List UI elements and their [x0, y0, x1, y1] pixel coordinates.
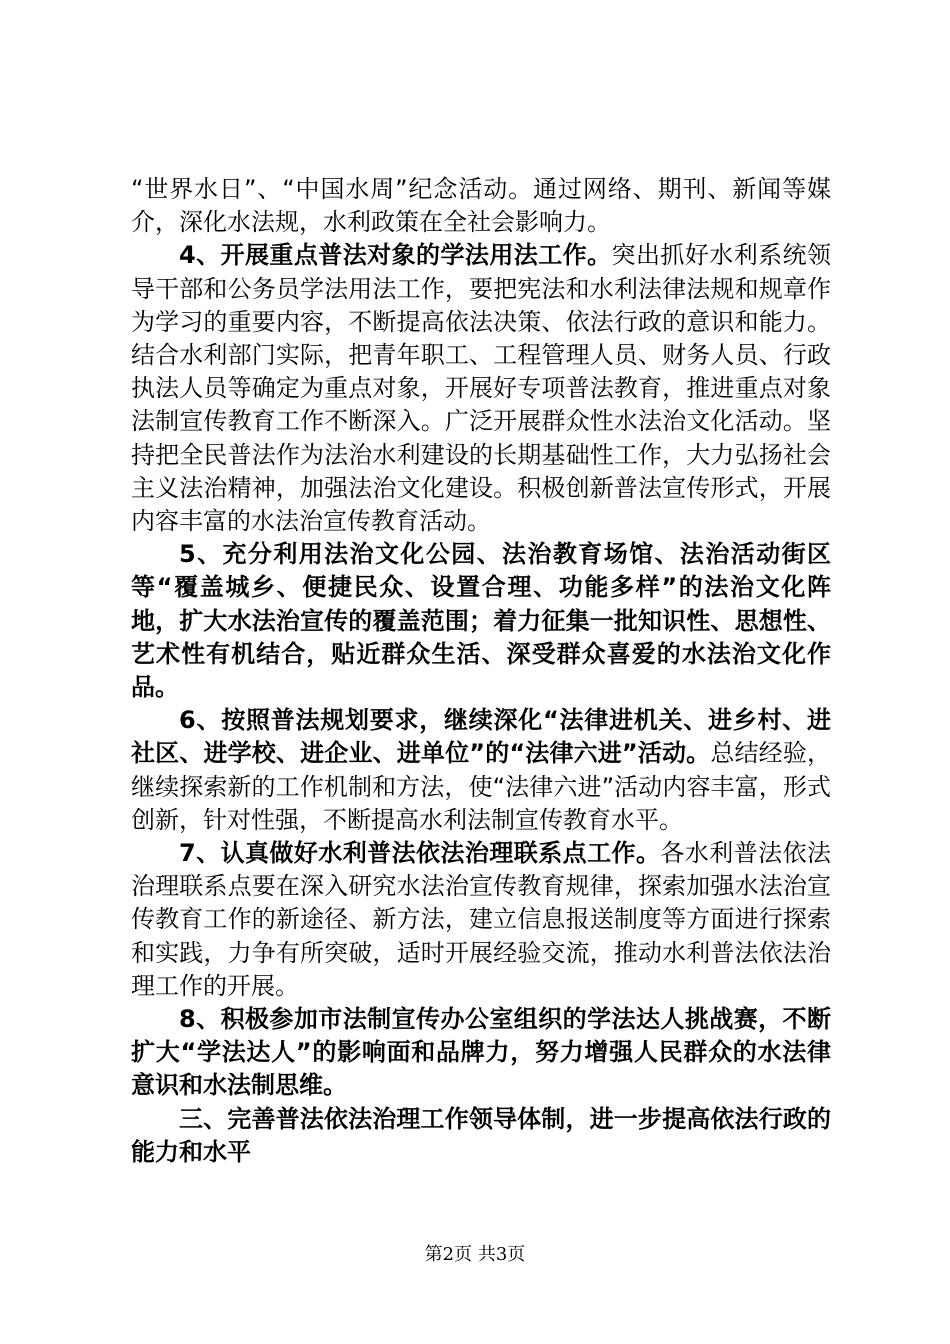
paragraph-intro: [131, 173, 831, 239]
paragraph-text: 各水利普法依法治理联系点要在深入研究水法治宣传教育规律，探索加强水法治宣传教育工作的新途径、新方法，建立信息报送制度等方面进行探索和实践，力争有所突破，适时开展经验交流，推动水利普法依法治理工作的开展。: [131, 839, 831, 1000]
paragraph-lead: 6、按照普法规划要求，继续深化“法律进机关、进乡村、进社区、进学校、进企业、进单位”的“法律六进”活动。: [131, 706, 831, 768]
paragraph-text: “世界水日”、“中国水周”纪念活动。通过网络、期刊、新闻等媒介，深化水法规，水利政策在全社会影响力。: [131, 175, 831, 237]
paragraph-text: 突出抓好水利系统领导干部和公务员学法用法工作，要把宪法和水利法律法规和规章作为学习的重要内容，不断提高依法决策、依法行政的意识和能力。结合水利部门实际，把青年职工、工程管理人员、财务人员、行政执法人员等确定为重点对象，开展好专项普法教育，推进重点对象法制宣传教育工作不断深入。广泛开展群众性水法治文化活动。坚持把全民普法作为法治水利建设的长期基础性工作，大力弘扬社会主义法治精神，加强法治文化建设。积极创新普法宣传形式，开展内容丰富的水法治宣传教育活动。: [131, 241, 832, 536]
page-number-footer: 第2页 共3页: [424, 1244, 526, 1265]
paragraph-lead: 7、认真做好水利普法依法治理联系点工作。: [179, 839, 661, 868]
paragraph-lead: 4、开展重点普法对象的学法用法工作。: [179, 241, 612, 270]
paragraph-text: 5、充分利用法治文化公园、法治教育场馆、法治活动街区等“覆盖城乡、便捷民众、设置合理、功能多样”的法治文化阵地，扩大水法治宣传的覆盖范围；着力征集一批知识性、思想性、艺术性有机结合，贴近群众生活、深受群众喜爱的水法治文化作品。: [131, 540, 831, 702]
paragraph-item-4: [131, 239, 831, 538]
section-heading-3: [131, 1103, 831, 1169]
document-body: [131, 173, 831, 1169]
paragraph-item-5: [131, 538, 831, 704]
paragraph-text: 总结经验，继续探索新的工作机制和方法，使“法律六进”活动内容丰富，形式创新，针对性强，不断提高水利法制宣传教育水平。: [131, 739, 832, 834]
paragraph-item-7: [131, 837, 831, 1003]
paragraph-text: 三、完善普法依法治理工作领导体制，进一步提高依法行政的能力和水平: [131, 1104, 831, 1166]
paragraph-text: 8、积极参加市法制宣传办公室组织的学法达人挑战赛，不断扩大“学法达人”的影响面和品牌力，努力增强人民群众的水法律意识和水法制思维。: [131, 1005, 831, 1100]
paragraph-item-8: [131, 1003, 831, 1103]
paragraph-item-6: [131, 704, 831, 837]
